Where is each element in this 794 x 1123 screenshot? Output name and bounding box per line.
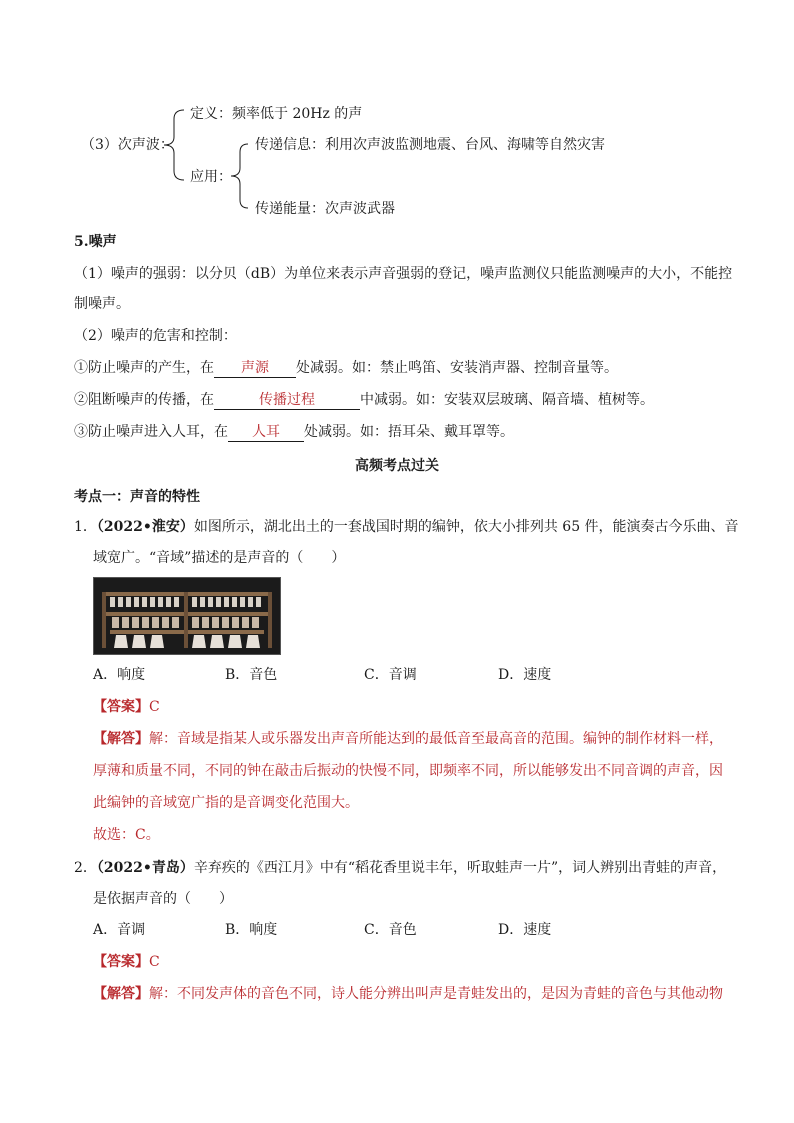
noise-strength-line1: （1）噪声的强弱：以分贝（dB）为单位来表示声音强弱的登记，噪声监测仪只能监测噪声的大小，不能控 <box>74 266 733 282</box>
infrasound-definition: 定义：频率低于 20Hz 的声 <box>190 106 363 122</box>
question-1-analysis-label: 【解答】 <box>93 731 149 747</box>
question-2-option-a: A．音调 <box>93 922 146 938</box>
question-1-number: 1． <box>74 519 97 535</box>
infrasound-brace <box>160 105 190 185</box>
method-1-post: 处减弱。如：禁止鸣笛、安装消声器、控制音量等。 <box>296 360 618 376</box>
method-1-pre: ①防止噪声的产生，在 <box>74 360 214 376</box>
method-3-post: 处减弱。如：捂耳朵、戴耳罩等。 <box>304 424 514 440</box>
question-2-source: （2022•青岛） <box>96 860 194 876</box>
method-2-pre: ②阻断噪声的传播，在 <box>74 392 214 408</box>
question-1-source: （2022•淮安） <box>96 519 194 535</box>
method-1-answer: 声源 <box>214 360 296 378</box>
question-1-stem <box>74 516 739 536</box>
noise-method-2 <box>74 389 654 410</box>
question-2-stem <box>74 857 726 877</box>
question-1-answer-value: C <box>149 699 160 715</box>
question-1-answer-label: 【答案】 <box>93 699 149 715</box>
question-2-stem-line2: 是依据声音的（ ） <box>93 891 233 907</box>
infrasound-energy-use: 传递能量：次声波武器 <box>255 201 395 217</box>
question-1-stem-line2: 域宽广。“音域”描述的是声音的（ ） <box>93 550 346 566</box>
question-1-conclusion: 故选：C。 <box>93 827 160 843</box>
question-2-option-d: D．速度 <box>498 922 552 938</box>
question-1-option-d: D．速度 <box>498 667 552 683</box>
question-1-analysis-line1 <box>93 728 723 748</box>
application-brace <box>228 140 254 212</box>
bianzhong-drawing <box>94 578 280 654</box>
question-2-option-b: B．响度 <box>225 922 278 938</box>
question-2-answer <box>93 951 160 971</box>
question-1-analysis-line3: 此编钟的音域宽广指的是音调变化范围大。 <box>93 795 359 811</box>
question-1-stem-line1: 如图所示，湖北出土的一套战国时期的编钟，依大小排列共 65 件，能演奏古今乐曲、音 <box>193 519 739 535</box>
question-1-answer <box>93 696 160 716</box>
question-2-answer-value: C <box>149 954 160 970</box>
section-title: 高频考点过关 <box>355 458 439 474</box>
question-2-stem-line1: 辛弃疾的《西江月》中有“稻花香里说丰年，听取蛙声一片”，词人辨别出青蛙的声音， <box>193 860 727 876</box>
noise-heading: 5.噪声 <box>74 234 117 250</box>
question-1-option-a: A．响度 <box>93 667 146 683</box>
method-3-answer: 人耳 <box>228 424 304 442</box>
question-1-option-b: B．音色 <box>225 667 278 683</box>
noise-method-3 <box>74 421 514 442</box>
question-2-option-c: C．音色 <box>364 922 417 938</box>
question-1-option-c: C．音调 <box>364 667 417 683</box>
noise-method-1 <box>74 357 618 378</box>
bianzhong-figure <box>93 577 281 655</box>
noise-strength-line2: 制噪声。 <box>74 296 130 312</box>
infrasound-info-use: 传递信息：利用次声波监测地震、台风、海啸等自然灾害 <box>255 137 605 153</box>
noise-control-heading: （2）噪声的危害和控制： <box>74 328 237 344</box>
question-2-analysis-text1: 解：不同发声体的音色不同，诗人能分辨出叫声是青蛙发出的，是因为青蛙的音色与其他动物 <box>149 986 723 1002</box>
method-2-post: 中减弱。如：安装双层玻璃、隔音墙、植树等。 <box>360 392 654 408</box>
question-2-number: 2． <box>74 860 97 876</box>
kaodian-heading: 考点一：声音的特性 <box>74 489 200 505</box>
infrasound-label: （3）次声波： <box>81 137 174 153</box>
infrasound-application-label: 应用： <box>190 169 232 185</box>
question-2-analysis-line1 <box>93 983 723 1003</box>
question-2-analysis-label: 【解答】 <box>93 986 149 1002</box>
method-2-answer: 传播过程 <box>214 392 360 410</box>
question-2-answer-label: 【答案】 <box>93 954 149 970</box>
method-3-pre: ③防止噪声进入人耳，在 <box>74 424 228 440</box>
question-1-analysis-text1: 解：音域是指某人或乐器发出声音所能达到的最低音至最高音的范围。编钟的制作材料一样， <box>149 731 723 747</box>
question-1-analysis-line2: 厚薄和质量不同，不同的钟在敲击后振动的快慢不同，即频率不同，所以能够发出不同音调的声音，因 <box>93 763 723 779</box>
